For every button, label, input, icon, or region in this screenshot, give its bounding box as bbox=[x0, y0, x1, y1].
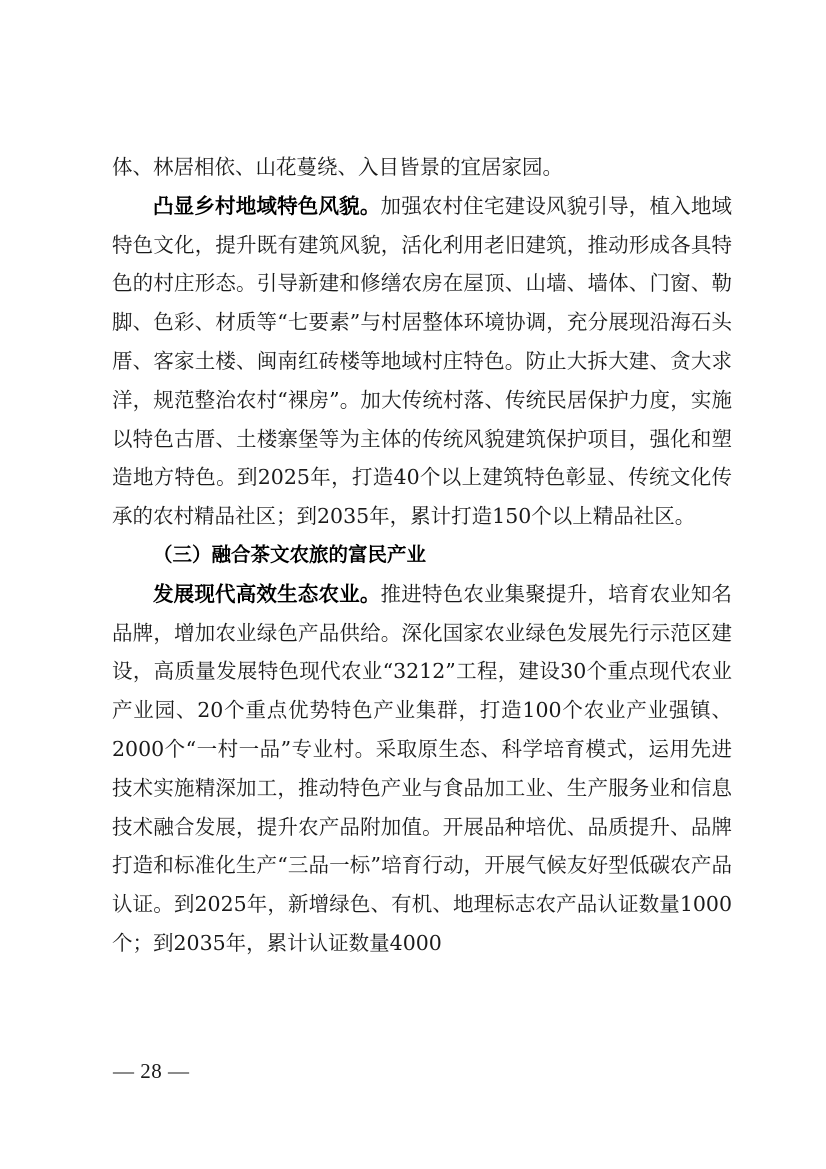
paragraph-lead-heading: 凸显乡村地域特色风貌。 bbox=[153, 193, 381, 218]
paragraph-text: 体、林居相依、山花蔓绕、入目皆景的宜居家园。 bbox=[112, 155, 563, 179]
paragraph-rural-style bbox=[112, 187, 732, 536]
paragraph-continuation bbox=[112, 148, 732, 187]
page-number: — 28 — bbox=[113, 1059, 190, 1083]
paragraph-text: 加强农村住宅建设风貌引导，植入地域特色文化，提升既有建筑风貌，活化利用老旧建筑，推动形成各具特色的村庄形态。引导新建和修缮农房在屋顶、山墙、墙体、门窗、勒脚、色彩、材质等“七要素”与村居整体环境协调，充分展现沿海石头厝、客家土楼、闽南红砖楼等地域村庄特色。防止大拆大建、贪大求洋，规范整治农村“裸房”。加大传统村落、传统民居保护力度，实施以特色古厝、土楼寨堡等为主体的传统风貌建筑保护项目，强化和塑造地方特色。到2025年，打造40个以上建筑特色彰显、传统文化传承的农村精品社区；到2035年，累计打造150个以上精品社区。 bbox=[112, 193, 733, 529]
document-body bbox=[112, 148, 732, 963]
paragraph-modern-agriculture bbox=[112, 575, 732, 963]
paragraph-text: 推进特色农业集聚提升，培育农业知名品牌，增加农业绿色产品供给。深化国家农业绿色发展先行示范区建设，高质量发展特色现代农业“3212”工程，建设30个重点现代农业产业园、20个重点优势特色产业集群，打造100个农业产业强镇、2000个“一村一品”专业村。采取原生态、科学培育模式，运用先进技术实施精深加工，推动特色产业与食品加工业、生产服务业和信息技术融合发展，提升农产品附加值。开展品种培优、品质提升、品牌打造和标准化生产“三品一标”培育行动，开展气候友好型低碳农产品认证。到2025年，新增绿色、有机、地理标志农产品认证数量1000个；到2035年，累计认证数量4000 bbox=[112, 581, 733, 955]
section-heading: （三）融合茶文农旅的富民产业 bbox=[153, 542, 427, 566]
paragraph-lead-heading: 发展现代高效生态农业。 bbox=[153, 581, 381, 606]
